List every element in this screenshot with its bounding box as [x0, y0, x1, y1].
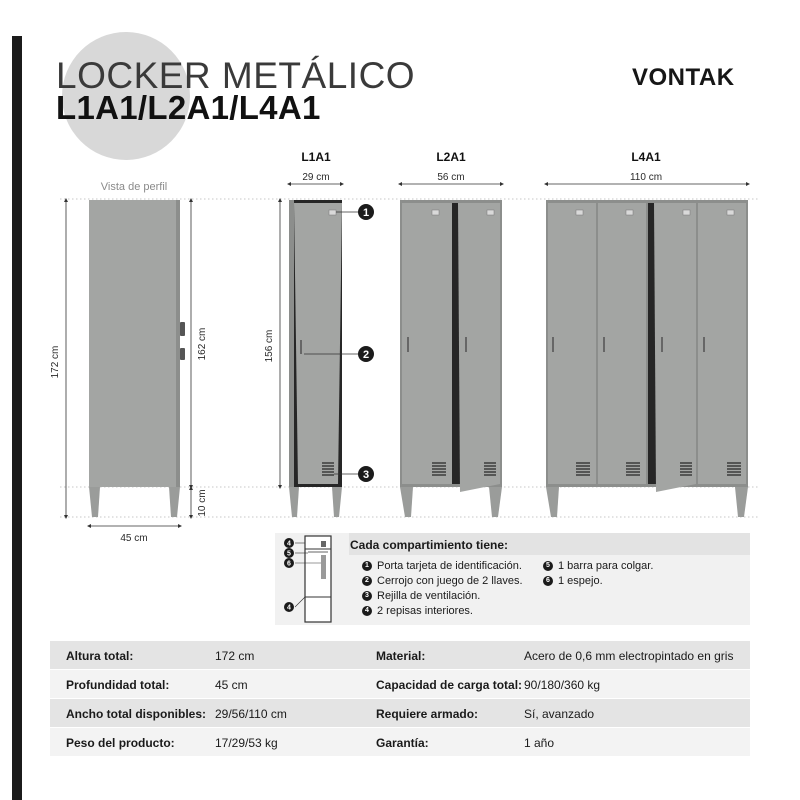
feature-num-2: 2	[362, 576, 372, 586]
svg-text:4: 4	[287, 540, 291, 548]
model-l2a1-width: 56 cm	[437, 172, 465, 183]
model-l4a1-label: L4A1	[631, 150, 661, 164]
feature-text-3: Rejilla de ventilación.	[377, 590, 481, 602]
feature-item-4	[362, 605, 473, 617]
mini-marker-4a	[284, 538, 294, 548]
spec-value: Acero de 0,6 mm electropintado en gris	[524, 649, 734, 663]
svg-text:5: 5	[287, 550, 291, 558]
locker-l2a1	[400, 200, 502, 517]
feature-item-6	[543, 575, 603, 587]
feature-item-3	[362, 590, 480, 602]
model-l4a1-width: 110 cm	[629, 172, 663, 183]
feature-num-4: 4	[362, 606, 372, 616]
svg-text:2: 2	[362, 349, 370, 361]
locker-l1a1	[289, 200, 342, 517]
spec-label: Peso del producto:	[66, 736, 175, 750]
profile-height-label: 172 cm	[50, 345, 61, 379]
spec-label: Ancho total disponibles:	[66, 707, 206, 721]
profile-view-label: Vista de perfil	[100, 181, 168, 193]
title-line-1: LOCKER METÁLICO	[56, 55, 416, 96]
spec-row	[50, 698, 750, 727]
mini-marker-4b	[284, 602, 294, 612]
marker-3	[358, 466, 374, 482]
svg-text:3: 3	[362, 469, 370, 481]
model-l1a1-label: L1A1	[301, 150, 331, 164]
feature-title: Cada compartimiento tiene:	[350, 538, 509, 552]
marker-2	[358, 346, 374, 362]
mini-locker-diagram	[275, 533, 347, 625]
feature-num-5: 5	[543, 561, 553, 571]
feature-num-6: 6	[543, 576, 553, 586]
feature-num-1: 1	[362, 561, 372, 571]
spec-label: Capacidad de carga total:	[376, 678, 523, 692]
spec-value: 90/180/360 kg	[524, 678, 601, 692]
spec-label: Material:	[376, 649, 426, 663]
spec-row	[50, 669, 750, 698]
spec-row	[50, 727, 750, 756]
spec-value: 29/56/110 cm	[215, 707, 287, 721]
mini-marker-6	[284, 558, 294, 568]
spec-value: 45 cm	[215, 678, 248, 692]
l1a1-door-height-label: 156 cm	[264, 329, 275, 363]
spec-label: Garantía:	[376, 736, 429, 750]
profile-body-height-label: 162 cm	[197, 327, 208, 361]
feature-text-5: 1 barra para colgar.	[558, 560, 654, 572]
profile-depth-label: 45 cm	[120, 533, 148, 544]
svg-text:6: 6	[287, 560, 291, 568]
model-l1a1-width: 29 cm	[302, 172, 330, 183]
feature-num-3: 3	[362, 591, 372, 601]
spec-row	[50, 640, 750, 669]
spec-label: Profundidad total:	[66, 678, 170, 692]
feature-text-2: Cerrojo con juego de 2 llaves.	[377, 575, 523, 587]
spec-value: 1 año	[524, 736, 555, 750]
svg-text:4: 4	[287, 604, 291, 612]
svg-text:1: 1	[362, 207, 370, 219]
mini-marker-5	[284, 548, 294, 558]
spec-value: 17/29/53 kg	[215, 736, 278, 750]
feature-text-4: 2 repisas interiores.	[377, 605, 473, 617]
feature-item-1	[362, 560, 522, 572]
marker-1	[358, 204, 374, 220]
feature-text-1: Porta tarjeta de identificación.	[377, 560, 522, 572]
feature-item-5	[543, 560, 653, 572]
model-l2a1-label: L2A1	[436, 150, 466, 164]
specs-table	[50, 640, 750, 756]
spec-value: Sí, avanzado	[524, 707, 595, 721]
title-line-2: L1A1/L2A1/L4A1	[56, 89, 321, 126]
profile-leg-height-label: 10 cm	[197, 489, 208, 517]
brand-logo: VONTAK	[632, 64, 735, 91]
feature-item-2	[362, 575, 523, 587]
feature-text-6: 1 espejo.	[558, 575, 603, 587]
spec-value: 172 cm	[215, 649, 255, 663]
spec-label: Requiere armado:	[376, 707, 479, 721]
locker-l4a1	[546, 200, 748, 517]
profile-locker	[89, 200, 185, 517]
spec-label: Altura total:	[66, 649, 134, 663]
feature-panel	[275, 533, 750, 625]
